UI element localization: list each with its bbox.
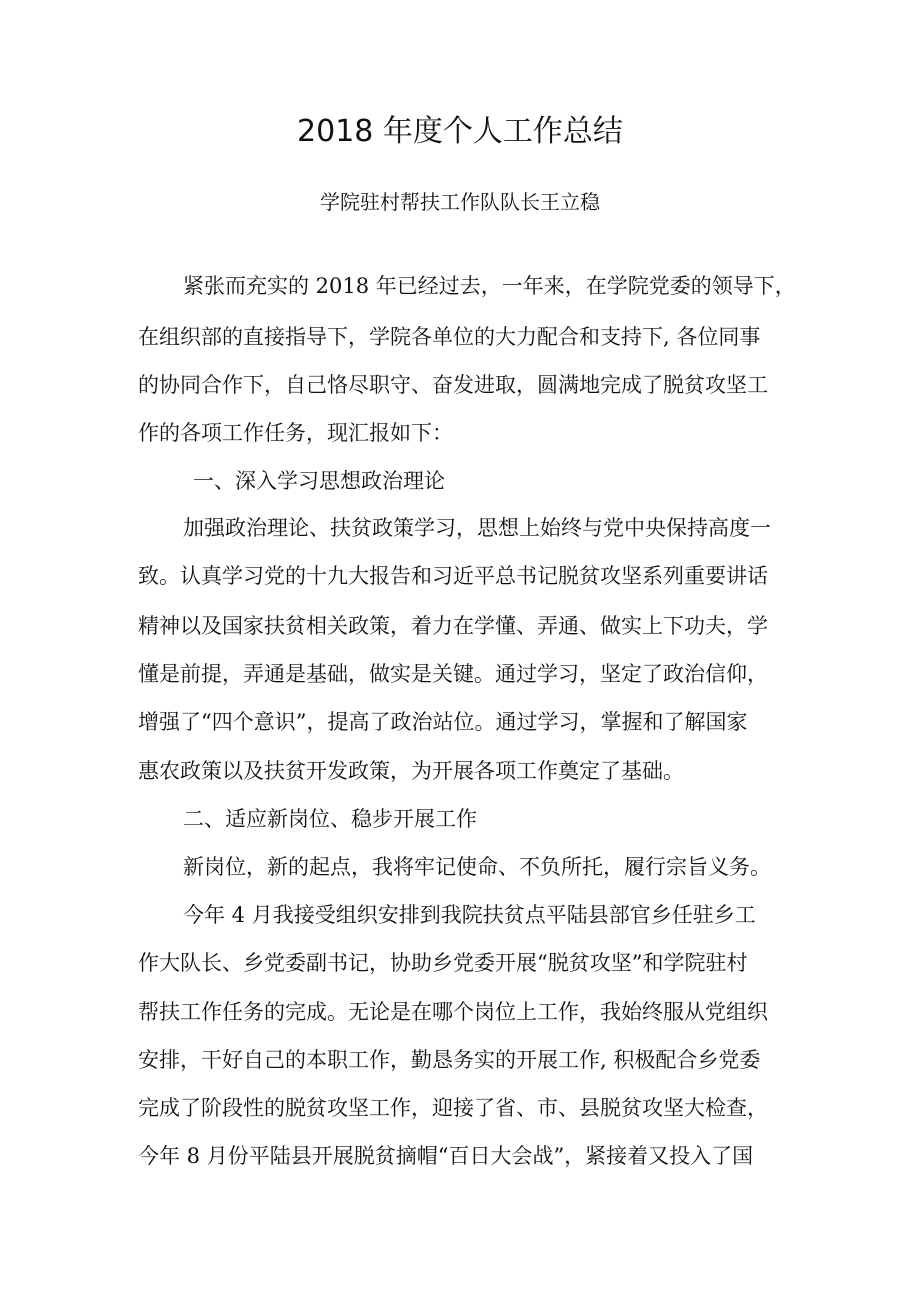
paragraph-line: 加强政治理论、扶贫政策学习，思想上始终与党中央保持高度一	[183, 516, 771, 540]
paragraph-line: 在组织部的直接指导下，学院各单位的大力配合和支持下, 各位同事	[138, 325, 761, 349]
paragraph-line: 增强了“四个意识”，提高了政治站位。通过学习，掌握和了解国家	[138, 710, 748, 734]
paragraph-line: 帮扶工作任务的完成。无论是在哪个岗位上工作，我始终服从党组织	[138, 1000, 768, 1024]
paragraph-line: 今年 4 月我接受组织安排到我院扶贫点平陆县部官乡任驻乡工	[183, 903, 756, 927]
document-title: 2018 年度个人工作总结	[297, 114, 623, 149]
document-subtitle: 学院驻村帮扶工作队队长王立稳	[320, 190, 600, 214]
paragraph-line: 精神以及国家扶贫相关政策，着力在学懂、弄通、做实上下功夫，学	[138, 614, 768, 638]
paragraph-line: 作的各项工作任务，现汇报如下：	[138, 421, 453, 445]
paragraph-line: 新岗位，新的起点，我将牢记使命、不负所托，履行宗旨义务。	[183, 855, 771, 879]
paragraph-line: 致。认真学习党的十九大报告和习近平总书记脱贫攻坚系列重要讲话	[138, 564, 768, 588]
paragraph-line: 的协同合作下，自己恪尽职守、奋发进取，圆满地完成了脱贫攻坚工	[138, 373, 768, 397]
paragraph-line: 今年 8 月份平陆县开展脱贫摘帽“百日大会战”，紧接着又投入了国	[138, 1144, 754, 1168]
section-heading: 二、适应新岗位、稳步开展工作	[183, 807, 477, 831]
paragraph-line: 懂是前提，弄通是基础，做实是关键。通过学习，坚定了政治信仰，	[138, 662, 768, 686]
paragraph-line: 惠农政策以及扶贫开发政策，为开展各项工作奠定了基础。	[138, 759, 684, 783]
paragraph-line: 完成了阶段性的脱贫攻坚工作，迎接了省、市、县脱贫攻坚大检查，	[138, 1096, 768, 1120]
paragraph-line: 作大队长、乡党委副书记，协助乡党委开展“脱贫攻坚”和学院驻村	[138, 951, 748, 975]
section-heading: 一、深入学习思想政治理论	[193, 469, 445, 493]
paragraph-line: 紧张而充实的 2018 年已经过去，一年来，在学院党委的领导下，	[183, 274, 796, 298]
paragraph-line: 安排，干好自己的本职工作，勤恳务实的开展工作, 积极配合乡党委	[138, 1048, 761, 1072]
